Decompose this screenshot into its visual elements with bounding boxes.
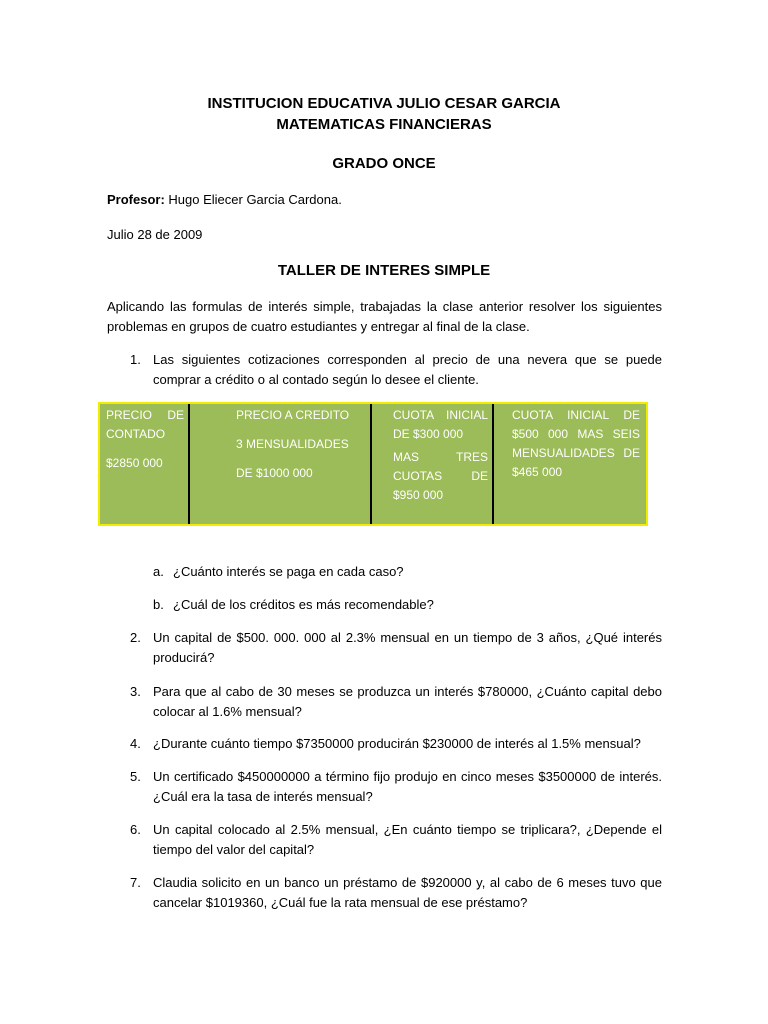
credit-label: PRECIO A CREDITO [236,408,350,422]
problem-number: 4. [130,736,141,751]
option3-line3: MAS TRES [393,450,488,464]
problem-number: 7. [130,875,141,890]
quote-cell-cash [100,404,190,524]
problem-6 [130,820,662,860]
option3-line5: $950 000 [393,488,444,502]
teacher-label: Profesor: [107,192,165,207]
cash-price: $2850 000 [106,456,163,470]
problem-4 [130,734,662,754]
option4-line3: MENSUALIDADES DE [512,446,640,460]
subquestion-letter: a. [153,564,164,579]
problem-number: 6. [130,822,141,837]
subquestion-b [153,596,434,614]
problem-text: Un certificado $450000000 a término fijo produjo en cinco meses $3500000 de interés. ¿Cuál era la tasa de interés mensual? [153,769,662,804]
teacher-line [107,191,342,209]
quote-cell-credit [190,404,371,524]
problem-number: 1. [130,352,141,367]
subject-title: MATEMATICAS FINANCIERAS [276,116,492,133]
option4-line1: CUOTA INICIAL DE [512,408,640,422]
problem-text: Para que al cabo de 30 meses se produzca un interés $780000, ¿Cuánto capital debo colocar al 1.6% mensual? [153,684,662,719]
problem-text: Un capital de $500. 000. 000 al 2.3% mensual en un tiempo de 3 años, ¿Qué interés producirá? [153,630,662,665]
option3-line1: CUOTA INICIAL [393,408,488,422]
problem-5 [130,767,662,807]
problem-text: ¿Durante cuánto tiempo $7350000 producirán $230000 de interés al 1.5% mensual? [153,736,641,751]
option3-line2: DE $300 000 [393,427,464,441]
option3-line4: CUOTAS DE [393,469,488,483]
problem-7 [130,873,662,913]
option4-line4: $465 000 [512,465,563,479]
cash-label-line1: PRECIO DE [106,408,184,422]
workshop-title: TALLER DE INTERES SIMPLE [277,262,491,279]
subquestion-letter: b. [153,597,164,612]
credit-installments: 3 MENSUALIDADES [236,437,349,451]
quote-cell-option4 [494,404,646,524]
problem-text: Un capital colocado al 2.5% mensual, ¿En cuánto tiempo se triplicara?, ¿Depende el tiempo del valor del capital? [153,822,662,857]
problem-number: 2. [130,630,141,645]
quote-cell-option3 [371,404,494,524]
problem-number: 5. [130,769,141,784]
subquestion-text: ¿Cuánto interés se paga en cada caso? [173,564,404,579]
problem-text: Las siguientes cotizaciones corresponden al precio de una nevera que se puede comprar a crédito o al contado según lo desee el cliente. [153,352,662,387]
option4-line2: $500 000 MAS SEIS [512,427,640,441]
cash-label-line2: CONTADO [106,427,166,441]
credit-amount: DE $1000 000 [236,466,313,480]
quote-table [98,402,648,526]
date-line: Julio 28 de 2009 [107,227,203,242]
problem-text: Claudia solicito en un banco un préstamo de $920000 y, al cabo de 6 meses tuvo que cancelar $1019360, ¿Cuál fue la rata mensual de ese préstamo? [153,875,662,910]
institution-title: INSTITUCION EDUCATIVA JULIO CESAR GARCIA [207,95,561,112]
grade-title: GRADO ONCE [332,155,436,172]
problem-1 [130,350,662,390]
teacher-name: Hugo Eliecer Garcia Cardona. [164,192,342,207]
subquestion-a [153,563,404,581]
problem-2 [130,628,662,668]
problem-number: 3. [130,684,141,699]
intro-paragraph: Aplicando las formulas de interés simple, trabajadas la clase anterior resolver los siguientes problemas en grupos de cuatro estudiantes y entregar al final de la clase. [107,299,662,334]
subquestion-text: ¿Cuál de los créditos es más recomendable? [173,597,434,612]
problem-3 [130,682,662,722]
